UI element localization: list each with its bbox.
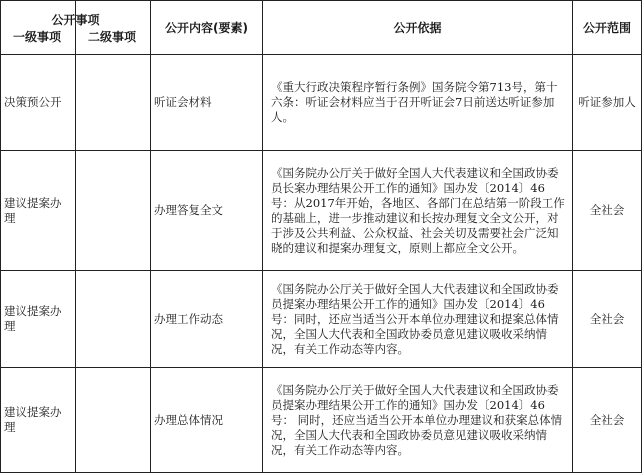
- header-matter-label: 公开事项: [51, 12, 100, 27]
- row3-level1: 建议提案办理: [4, 304, 62, 333]
- row4-scope: 全社会: [589, 412, 625, 427]
- row1-basis: [263, 55, 572, 150]
- row4-level1: 建议提案办理: [4, 405, 62, 434]
- row2-basis: [263, 151, 572, 270]
- row3-scope: 全社会: [589, 311, 625, 326]
- row2-scope: 全社会: [589, 203, 625, 217]
- row4-basis-text: 《国务院办公厅关于做好全国人大代表建议和全国政协委员提案办理结果公开工作的通知》国办发〔2014〕46号： 同时，还应当适当公开本单位办理建议和获案总体情况，全国人大代表和全国政协委员意见建议吸收采纳情况，有关工作动态等内容。: [271, 382, 563, 457]
- row1-level1: 决策预公开: [4, 95, 62, 109]
- row1-scope: 听证参加人: [578, 95, 636, 109]
- row2-content: 办理答复全文: [154, 203, 223, 217]
- header-matter: [1, 1, 150, 54]
- row2-basis-text: 《国务院办公厅关于做好全国人大代表建议和全国政协委员长案办理结果公开工作的通知》国办发〔2014〕46号：从2017年开始，各地区、各部门在总结第一阶段工作的基础上，进一步推动建议和长按办理复文全文公开，对于涉及公共利益、公众权益、社会关切及需要社会广泛知晓的建议和提案办理复文，原则上都应全文公开。: [271, 165, 565, 255]
- row3-content: 办理工作动态: [154, 311, 223, 326]
- row2-level2: [76, 151, 150, 270]
- header-level2: 二级事项: [87, 29, 136, 44]
- row4-level2: [76, 368, 150, 472]
- row1-content: 听证会材料: [154, 95, 212, 109]
- row1-basis-text: 《重大行政决策程序暂行条例》国务院令第713号，第十六条：听证会材料应当于召开听证会7日前送达听证参加人。: [271, 80, 558, 124]
- row4-content: 办理总体情况: [154, 412, 223, 427]
- header-level1: 一级事项: [13, 29, 62, 44]
- header-content: 公开内容(要素): [165, 21, 248, 35]
- header-basis: 公开依据: [393, 21, 442, 35]
- row3-basis: [263, 271, 572, 367]
- header-levels: [1, 28, 150, 45]
- header-scope: 公开范围: [582, 21, 631, 35]
- row1-level2: [76, 55, 150, 150]
- row2-level1: 建议提案办理: [4, 195, 62, 225]
- row3-level2: [76, 271, 150, 367]
- row3-basis-text: 《国务院办公厅关于做好全国人大代表建议和全国政协委员提案办理结果公开工作的通知》国办发〔2014〕46号：同时，还应当适当公开本单位办理建议和提案总体情况，全国人大代表和全国政协委员意见建议吸收采纳情况，有关工作动态等内容。: [271, 281, 559, 356]
- row4-basis: [263, 368, 572, 472]
